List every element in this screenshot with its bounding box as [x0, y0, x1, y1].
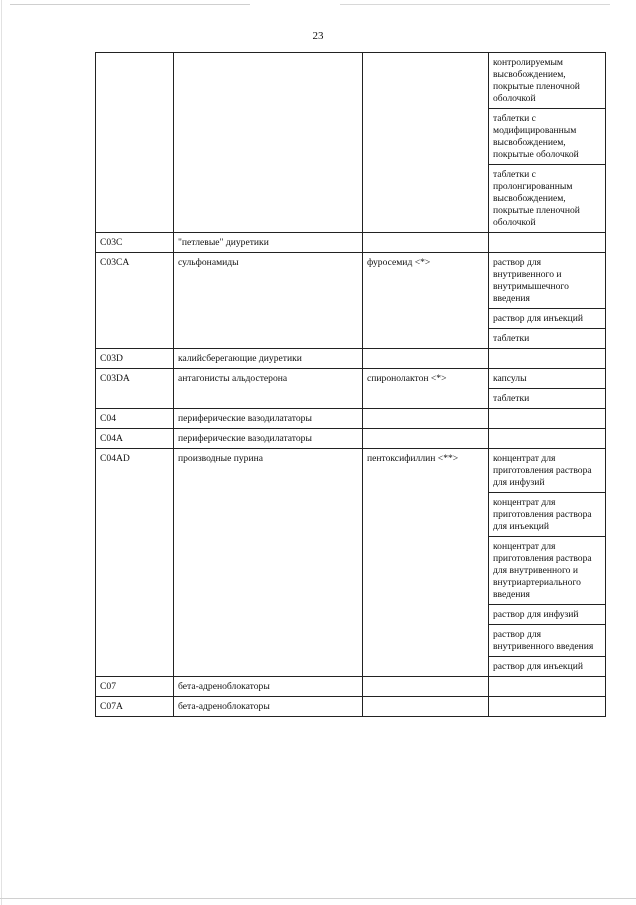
table-row: [96, 233, 606, 253]
atc-code-cell: C04AD: [96, 449, 174, 677]
dosage-form-cell: [489, 677, 606, 697]
table-row: [96, 53, 606, 109]
atc-code-cell: C04: [96, 409, 174, 429]
table-row: [96, 409, 606, 429]
dosage-form-cell: капсулы: [489, 369, 606, 389]
drug-name-cell: [363, 53, 489, 233]
dosage-form-cell: концентрат для приготовления раствора для внутривенного и внутриартериального введения: [489, 537, 606, 605]
drug-name-cell: спиронолактон <*>: [363, 369, 489, 409]
dosage-form-cell: раствор для внутривенного и внутримышечного введения: [489, 253, 606, 309]
dosage-form-cell: раствор для инъекций: [489, 309, 606, 329]
group-name-cell: калийсберегающие диуретики: [174, 349, 363, 369]
medication-table-body: [96, 53, 606, 717]
table-row: [96, 677, 606, 697]
table-row: [96, 253, 606, 309]
atc-code-cell: C07: [96, 677, 174, 697]
dosage-form-cell: контролируемым высвобождением, покрытые пленочной оболочкой: [489, 53, 606, 109]
atc-code-cell: C04A: [96, 429, 174, 449]
drug-name-cell: фуросемид <*>: [363, 253, 489, 349]
dosage-form-cell: концентрат для приготовления раствора для инъекций: [489, 493, 606, 537]
group-name-cell: антагонисты альдостерона: [174, 369, 363, 409]
scan-border-top: [10, 4, 610, 5]
medication-table: [95, 52, 606, 717]
drug-name-cell: [363, 349, 489, 369]
dosage-form-cell: раствор для инъекций: [489, 657, 606, 677]
group-name-cell: периферические вазодилататоры: [174, 429, 363, 449]
dosage-form-cell: раствор для инфузий: [489, 605, 606, 625]
group-name-cell: "петлевые" диуретики: [174, 233, 363, 253]
atc-code-cell: C03D: [96, 349, 174, 369]
drug-name-cell: [363, 697, 489, 717]
group-name-cell: периферические вазодилататоры: [174, 409, 363, 429]
group-name-cell: [174, 53, 363, 233]
drug-name-cell: [363, 429, 489, 449]
scan-border-left: [1, 0, 2, 905]
atc-code-cell: C03CA: [96, 253, 174, 349]
dosage-form-cell: таблетки: [489, 389, 606, 409]
dosage-form-cell: [489, 233, 606, 253]
dosage-form-cell: таблетки с модифицированным высвобождением, покрытые оболочкой: [489, 109, 606, 165]
drug-name-cell: [363, 409, 489, 429]
atc-code-cell: C03C: [96, 233, 174, 253]
dosage-form-cell: [489, 697, 606, 717]
atc-code-cell: C07A: [96, 697, 174, 717]
drug-name-cell: [363, 233, 489, 253]
drug-name-cell: [363, 677, 489, 697]
table-row: [96, 697, 606, 717]
dosage-form-cell: [489, 349, 606, 369]
scan-border-bottom: [0, 898, 636, 899]
group-name-cell: сульфонамиды: [174, 253, 363, 349]
dosage-form-cell: раствор для внутривенного введения: [489, 625, 606, 657]
dosage-form-cell: [489, 409, 606, 429]
group-name-cell: производные пурина: [174, 449, 363, 677]
group-name-cell: бета-адреноблокаторы: [174, 697, 363, 717]
dosage-form-cell: таблетки с пролонгированным высвобождением, покрытые пленочной оболочкой: [489, 165, 606, 233]
group-name-cell: бета-адреноблокаторы: [174, 677, 363, 697]
dosage-form-cell: [489, 429, 606, 449]
dosage-form-cell: таблетки: [489, 329, 606, 349]
table-row: [96, 369, 606, 389]
atc-code-cell: C03DA: [96, 369, 174, 409]
table-row: [96, 429, 606, 449]
dosage-form-cell: концентрат для приготовления раствора для инфузий: [489, 449, 606, 493]
table-row: [96, 449, 606, 493]
drug-name-cell: пентоксифиллин <**>: [363, 449, 489, 677]
atc-code-cell: [96, 53, 174, 233]
table-row: [96, 349, 606, 369]
page-number: 23: [312, 30, 324, 42]
